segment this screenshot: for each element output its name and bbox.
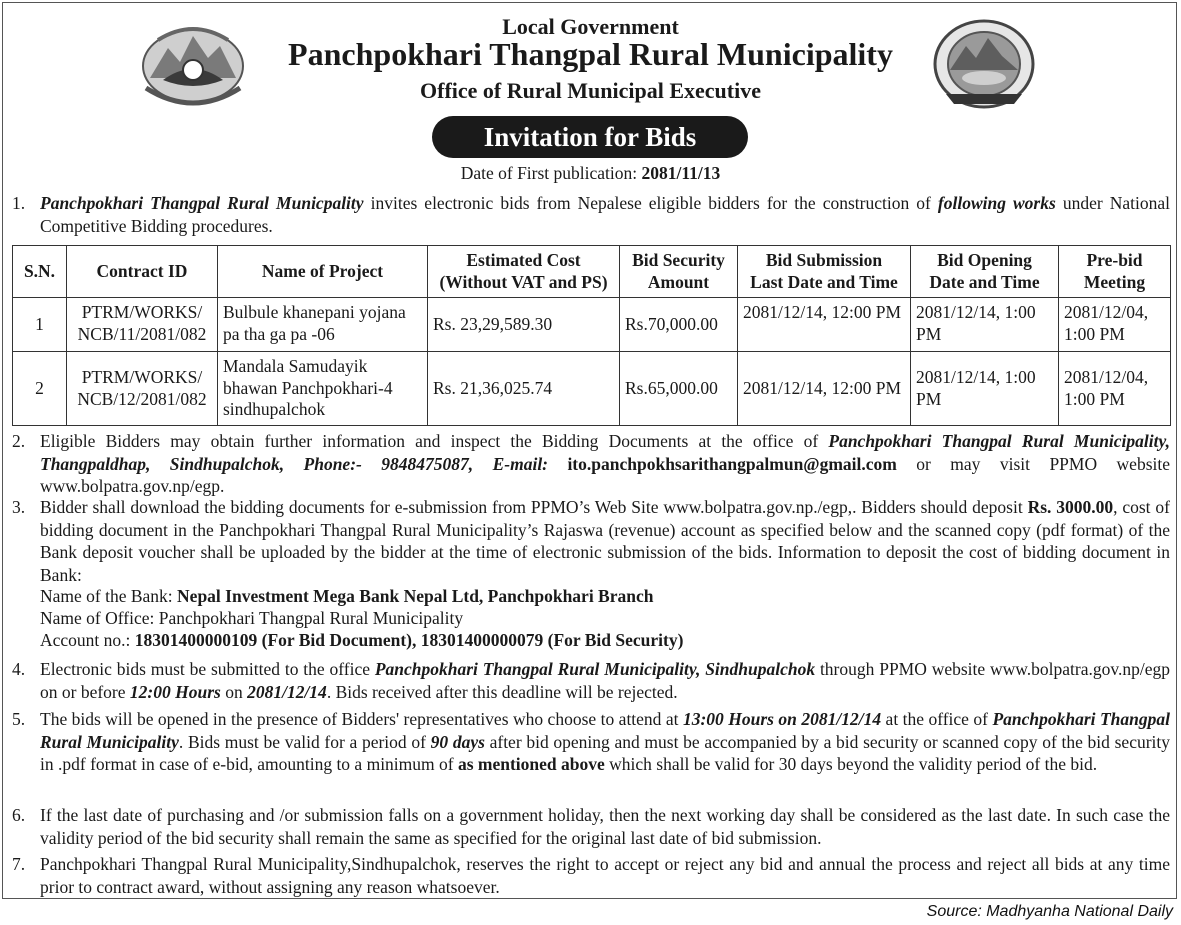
col-sn: S.N.	[13, 246, 67, 298]
table-row	[13, 298, 1171, 352]
col-project-name: Name of Project	[218, 246, 428, 298]
col-estimated-cost: Estimated Cost (Without VAT and PS)	[428, 246, 620, 298]
office-name: Office of Rural Municipal Executive	[420, 78, 761, 103]
publication-date: Date of First publication: 2081/11/13	[460, 163, 721, 183]
bids-table	[12, 245, 1171, 426]
item-number-7: 7.	[12, 854, 26, 874]
row-bid-security: Rs.65,000.00	[620, 352, 738, 426]
notice-title: Invitation for Bids	[432, 116, 748, 158]
row-bid-submission: 2081/12/14, 12:00 PM	[738, 352, 911, 426]
source-credit: Source: Madhyanha National Daily	[926, 903, 1173, 920]
row-sn: 1	[13, 298, 67, 352]
item-5-text: The bids will be opened in the presence of Bidders' representatives who choose to attend at 13:00 Hours on 2081/12/14 at the office of Panchpokhari Thangpal Rural Municipality. Bids must be valid for a period of 90 days after bid opening and must be accompanied by a bid security or scanned copy of the bid security in .pdf format in case of e-bid, amounting to a minimum of as mentioned above which shall be valid for 30 days beyond the validity period of the bid.	[40, 709, 1171, 774]
row-bid-opening: 2081/12/14, 1:00 PM	[911, 352, 1059, 426]
col-contract-id: Contract ID	[67, 246, 218, 298]
row-bid-security: Rs.70,000.00	[620, 298, 738, 352]
item-2-text: Eligible Bidders may obtain further information and inspect the Bidding Documents at the office of Panchpokhari Thangpal Rural Municipality, Thangpaldhap, Sindhupalchok, Phone:- 9848475087, E-mail: ito.panchpokhsarithangpalmun@gmail.com or may visit PPMO website www.bolpatra.gov.np/egp.	[40, 431, 1170, 496]
item-number-4: 4.	[12, 659, 26, 679]
item-3-text: Bidder shall download the bidding documents for e-submission from PPMO’s Web Site www.bolpatra.gov.np./egp,. Bidders should deposit Rs. 3000.00, cost of bidding document in the Panchpokhari Thangpal Rural Municipality’s Rajaswa (revenue) account as specified below and the scanned copy (pdf format) of the Bank deposit voucher shall be uploaded by the bidder at the time of electronic submission of the bids. Information to deposit the cost of bidding document in Bank:	[40, 497, 1170, 585]
row-project-name: Mandala Samudayik bhawan Panchpokhari-4 sindhupalchok	[218, 352, 428, 426]
row-bid-submission: 2081/12/14, 12:00 PM	[738, 298, 911, 352]
table-row	[13, 352, 1171, 426]
row-pre-bid: 2081/12/04, 1:00 PM	[1059, 298, 1171, 352]
col-bid-security: Bid Security Amount	[620, 246, 738, 298]
bank-name-line: Name of the Bank: Nepal Investment Mega Bank Nepal Ltd, Panchpokhari Branch	[40, 586, 654, 606]
item-7-text: Panchpokhari Thangpal Rural Municipality,Sindhupalchok, reserves the right to accept or reject any bid and annual the process and reject all bids at any time prior to contract award, without assigning any reason whatsoever.	[40, 854, 1170, 897]
item-1-text: Panchpokhari Thangpal Rural Municpality invites electronic bids from Nepalese eligible bidders for the construction of following works under National Competitive Bidding procedures.	[40, 193, 1170, 236]
item-number-2: 2.	[12, 431, 26, 451]
row-project-name: Bulbule khanepani yojana pa tha ga pa -06	[218, 298, 428, 352]
item-number-6: 6.	[12, 805, 26, 825]
col-bid-opening: Bid Opening Date and Time	[911, 246, 1059, 298]
item-number-3: 3.	[12, 497, 26, 517]
account-number-line: Account no.: 18301400000109 (For Bid Document), 18301400000079 (For Bid Security)	[40, 630, 684, 650]
col-bid-submission: Bid Submission Last Date and Time	[738, 246, 911, 298]
office-name-line: Name of Office: Panchpokhari Thangpal Rural Municipality	[40, 608, 464, 628]
col-pre-bid: Pre-bid Meeting	[1059, 246, 1171, 298]
local-government-label: Local Government	[502, 14, 679, 39]
row-pre-bid: 2081/12/04, 1:00 PM	[1059, 352, 1171, 426]
item-6-text: If the last date of purchasing and /or submission falls on a government holiday, then the next working day shall be considered as the last date. In such case the validity period of the bid security shall remain the same as specified for the original last date of bid submission.	[40, 805, 1170, 848]
municipality-name: Panchpokhari Thangpal Rural Municipality	[288, 36, 893, 72]
row-estimated-cost: Rs. 21,36,025.74	[428, 352, 620, 426]
row-contract-id: PTRM/WORKS/ NCB/11/2081/082	[67, 298, 218, 352]
item-number-1: 1.	[12, 193, 26, 213]
item-4-text: Electronic bids must be submitted to the office Panchpokhari Thangpal Rural Municipality, Sindhupalchok through PPMO website www.bolpatra.gov.np/egp on or before 12:00 Hours on 2081/12/14. Bids received after this deadline will be rejected.	[40, 659, 1170, 702]
row-estimated-cost: Rs. 23,29,589.30	[428, 298, 620, 352]
table-header-row	[13, 246, 1171, 298]
row-contract-id: PTRM/WORKS/ NCB/12/2081/082	[67, 352, 218, 426]
row-bid-opening: 2081/12/14, 1:00 PM	[911, 298, 1059, 352]
row-sn: 2	[13, 352, 67, 426]
item-number-5: 5.	[12, 709, 26, 729]
